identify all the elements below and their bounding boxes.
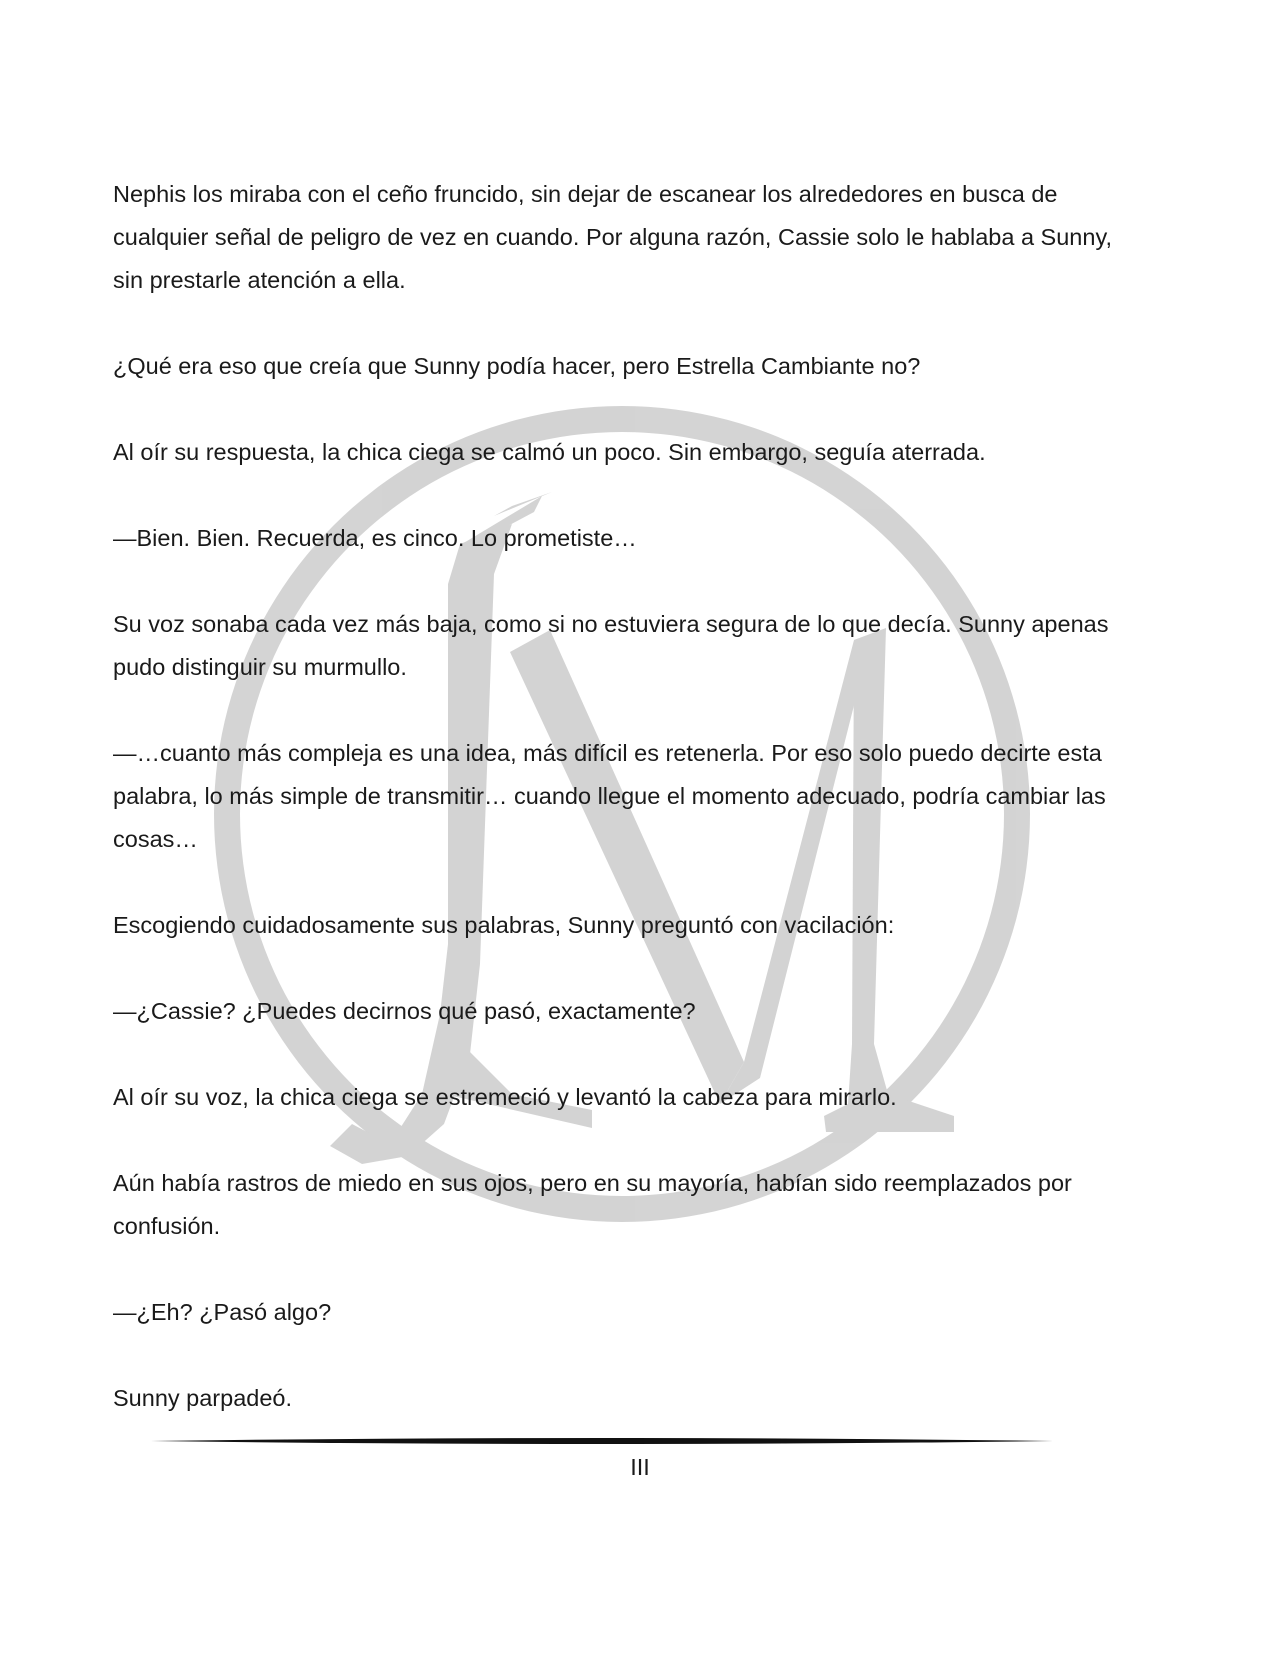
paragraph: Aún había rastros de miedo en sus ojos, pero en su mayoría, habían sido reemplazados por confusión. xyxy=(113,1170,1072,1239)
paragraph: Su voz sonaba cada vez más baja, como si no estuviera segura de lo que decía. Sunny apenas pudo distinguir su murmullo. xyxy=(113,611,1109,680)
page-body xyxy=(113,173,1113,1420)
paragraph: Al oír su voz, la chica ciega se estremeció y levantó la cabeza para mirarlo. xyxy=(113,1084,897,1110)
paragraph: Sunny parpadeó. xyxy=(113,1385,293,1411)
paragraph: —…cuanto más compleja es una idea, más difícil es retenerla. Por eso solo puedo decirte esta palabra, lo más simple de transmitir… cuando llegue el momento adecuado, podría cambiar las cosas… xyxy=(113,740,1106,852)
paragraph: —¿Cassie? ¿Puedes decirnos qué pasó, exactamente? xyxy=(113,998,696,1024)
paragraph: Escogiendo cuidadosamente sus palabras, Sunny preguntó con vacilación: xyxy=(113,912,895,938)
page-number: III xyxy=(630,1454,650,1480)
paragraph: Nephis los miraba con el ceño fruncido, sin dejar de escanear los alrededores en busca de cualquier señal de peligro de vez en cuando. Por alguna razón, Cassie solo le hablaba a Sunny, sin prestarle atención a ella. xyxy=(113,181,1112,293)
footer-divider xyxy=(151,1436,1053,1446)
paragraph: —¿Eh? ¿Pasó algo? xyxy=(113,1299,332,1325)
paragraph: —Bien. Bien. Recuerda, es cinco. Lo prometiste… xyxy=(113,525,637,551)
paragraph: ¿Qué era eso que creía que Sunny podía hacer, pero Estrella Cambiante no? xyxy=(113,353,921,379)
paragraph: Al oír su respuesta, la chica ciega se calmó un poco. Sin embargo, seguía aterrada. xyxy=(113,439,986,465)
